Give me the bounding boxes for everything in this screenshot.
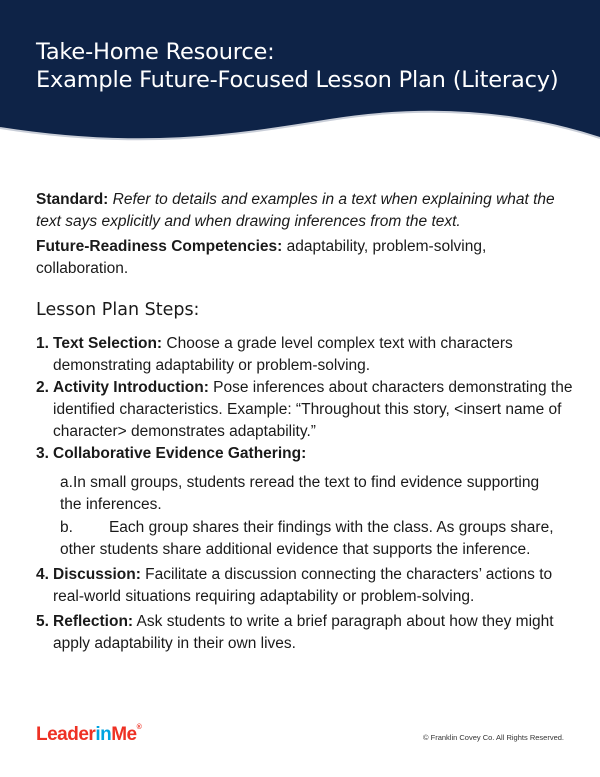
standard-label: Standard: (36, 191, 109, 208)
title-line-2: Example Future-Focused Lesson Plan (Literacy) (36, 67, 559, 93)
step-text: Pose inferences about characters demonstrating the identified characteristics. Example: “Throughout this story, <insert name of character> demonstrates adaptability.” (53, 379, 573, 440)
substep-marker: a. (60, 474, 73, 491)
step-label: Collaborative Evidence Gathering: (53, 445, 307, 462)
step-activity-introduction (36, 377, 576, 443)
step-number: 5. (36, 613, 49, 630)
header-banner (0, 0, 600, 160)
step-number: 3. (36, 445, 49, 462)
competencies-text: adaptability, problem-solving, collaboration. (36, 238, 487, 277)
substep-b (60, 517, 560, 561)
step-label: Text Selection: (53, 335, 163, 352)
title-line-1: Take-Home Resource: (36, 39, 275, 65)
step-text-selection (36, 333, 576, 377)
step-number: 1. (36, 335, 49, 352)
copyright-notice: © Franklin Covey Co. All Rights Reserved. (423, 733, 564, 742)
substep-text: In small groups, students reread the text to find evidence supporting the inferences. (60, 474, 540, 513)
competencies-label: Future-Readiness Competencies: (36, 238, 283, 255)
step-collaborative-evidence (36, 443, 576, 465)
standard-paragraph (36, 189, 576, 233)
step-discussion (36, 564, 576, 608)
competencies-paragraph (36, 236, 576, 280)
step-text: Ask students to write a brief paragraph about how they might apply adaptability in their own lives. (53, 613, 554, 652)
step-reflection (36, 611, 576, 655)
step-number: 4. (36, 566, 49, 583)
leader-in-me-logo: LeaderinMe® (36, 724, 142, 745)
standard-text: Refer to details and examples in a text when explaining what the text says explicitly and when drawing inferences from the text. (36, 191, 555, 230)
step-text: Choose a grade level complex text with characters demonstrating adaptability or problem-solving. (53, 335, 513, 374)
substep-marker: b. (60, 519, 73, 536)
steps-heading: Lesson Plan Steps: (36, 300, 200, 320)
page-title (36, 38, 558, 94)
step-text: Facilitate a discussion connecting the characters’ actions to real-world situations requiring adaptability or problem-solving. (53, 566, 553, 605)
step-label: Discussion: (53, 566, 141, 583)
step-number: 2. (36, 379, 49, 396)
step-label: Activity Introduction: (53, 379, 209, 396)
substep-a (60, 472, 560, 516)
substep-text: Each group shares their findings with the class. As groups share, other students share additional evidence that supports the inference. (60, 519, 554, 558)
step-label: Reflection: (53, 613, 134, 630)
